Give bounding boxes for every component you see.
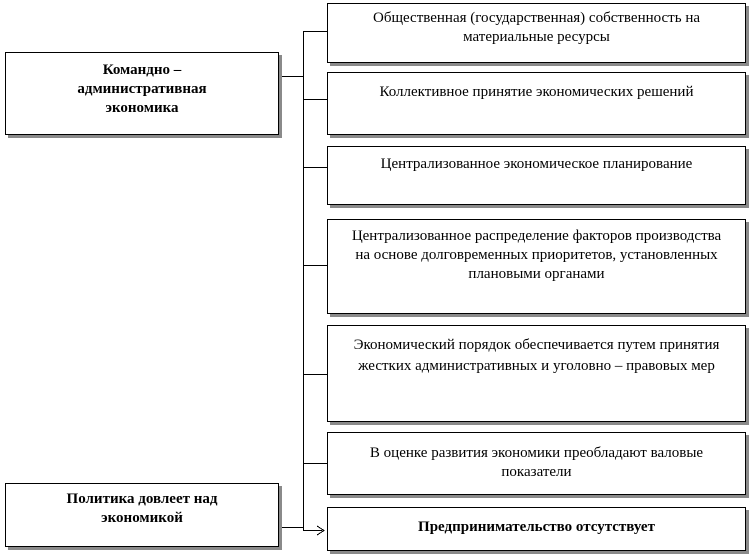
feature-text-4: Централизованное распределение факторов производства на основе долговременных приоритетов, установленных плановыми органами [351, 228, 722, 282]
feature-text-3: Централизованное экономическое планирование [380, 156, 693, 172]
feature-box-7 [327, 507, 746, 551]
feature-box-2 [327, 72, 746, 135]
feature-text-1: Общественная (государственная) собственность на материальные ресурсы [372, 10, 701, 45]
feature-text-2: Коллективное принятие экономических решений [379, 84, 694, 100]
feature-box-4 [327, 219, 746, 314]
command-economy-label: Командно – административная экономика [77, 62, 207, 116]
feature-box-1 [327, 3, 746, 63]
feature-text-6: В оценке развития экономики преобладают валовые показатели [369, 445, 704, 480]
feature-box-6 [327, 432, 746, 495]
feature-box-5 [327, 325, 746, 422]
feature-text-7: Предпринимательство отсутствует [418, 519, 655, 535]
feature-box-3 [327, 146, 746, 205]
politics-box [5, 483, 279, 547]
feature-text-5 [334, 335, 739, 377]
command-economy-box [5, 52, 279, 135]
feature-text-5-part: Экономический порядок обеспечивается путем принятия жестких административных и уголовно – правовых мер [353, 337, 720, 374]
politics-label: Политика довлеет над экономикой [66, 491, 218, 526]
